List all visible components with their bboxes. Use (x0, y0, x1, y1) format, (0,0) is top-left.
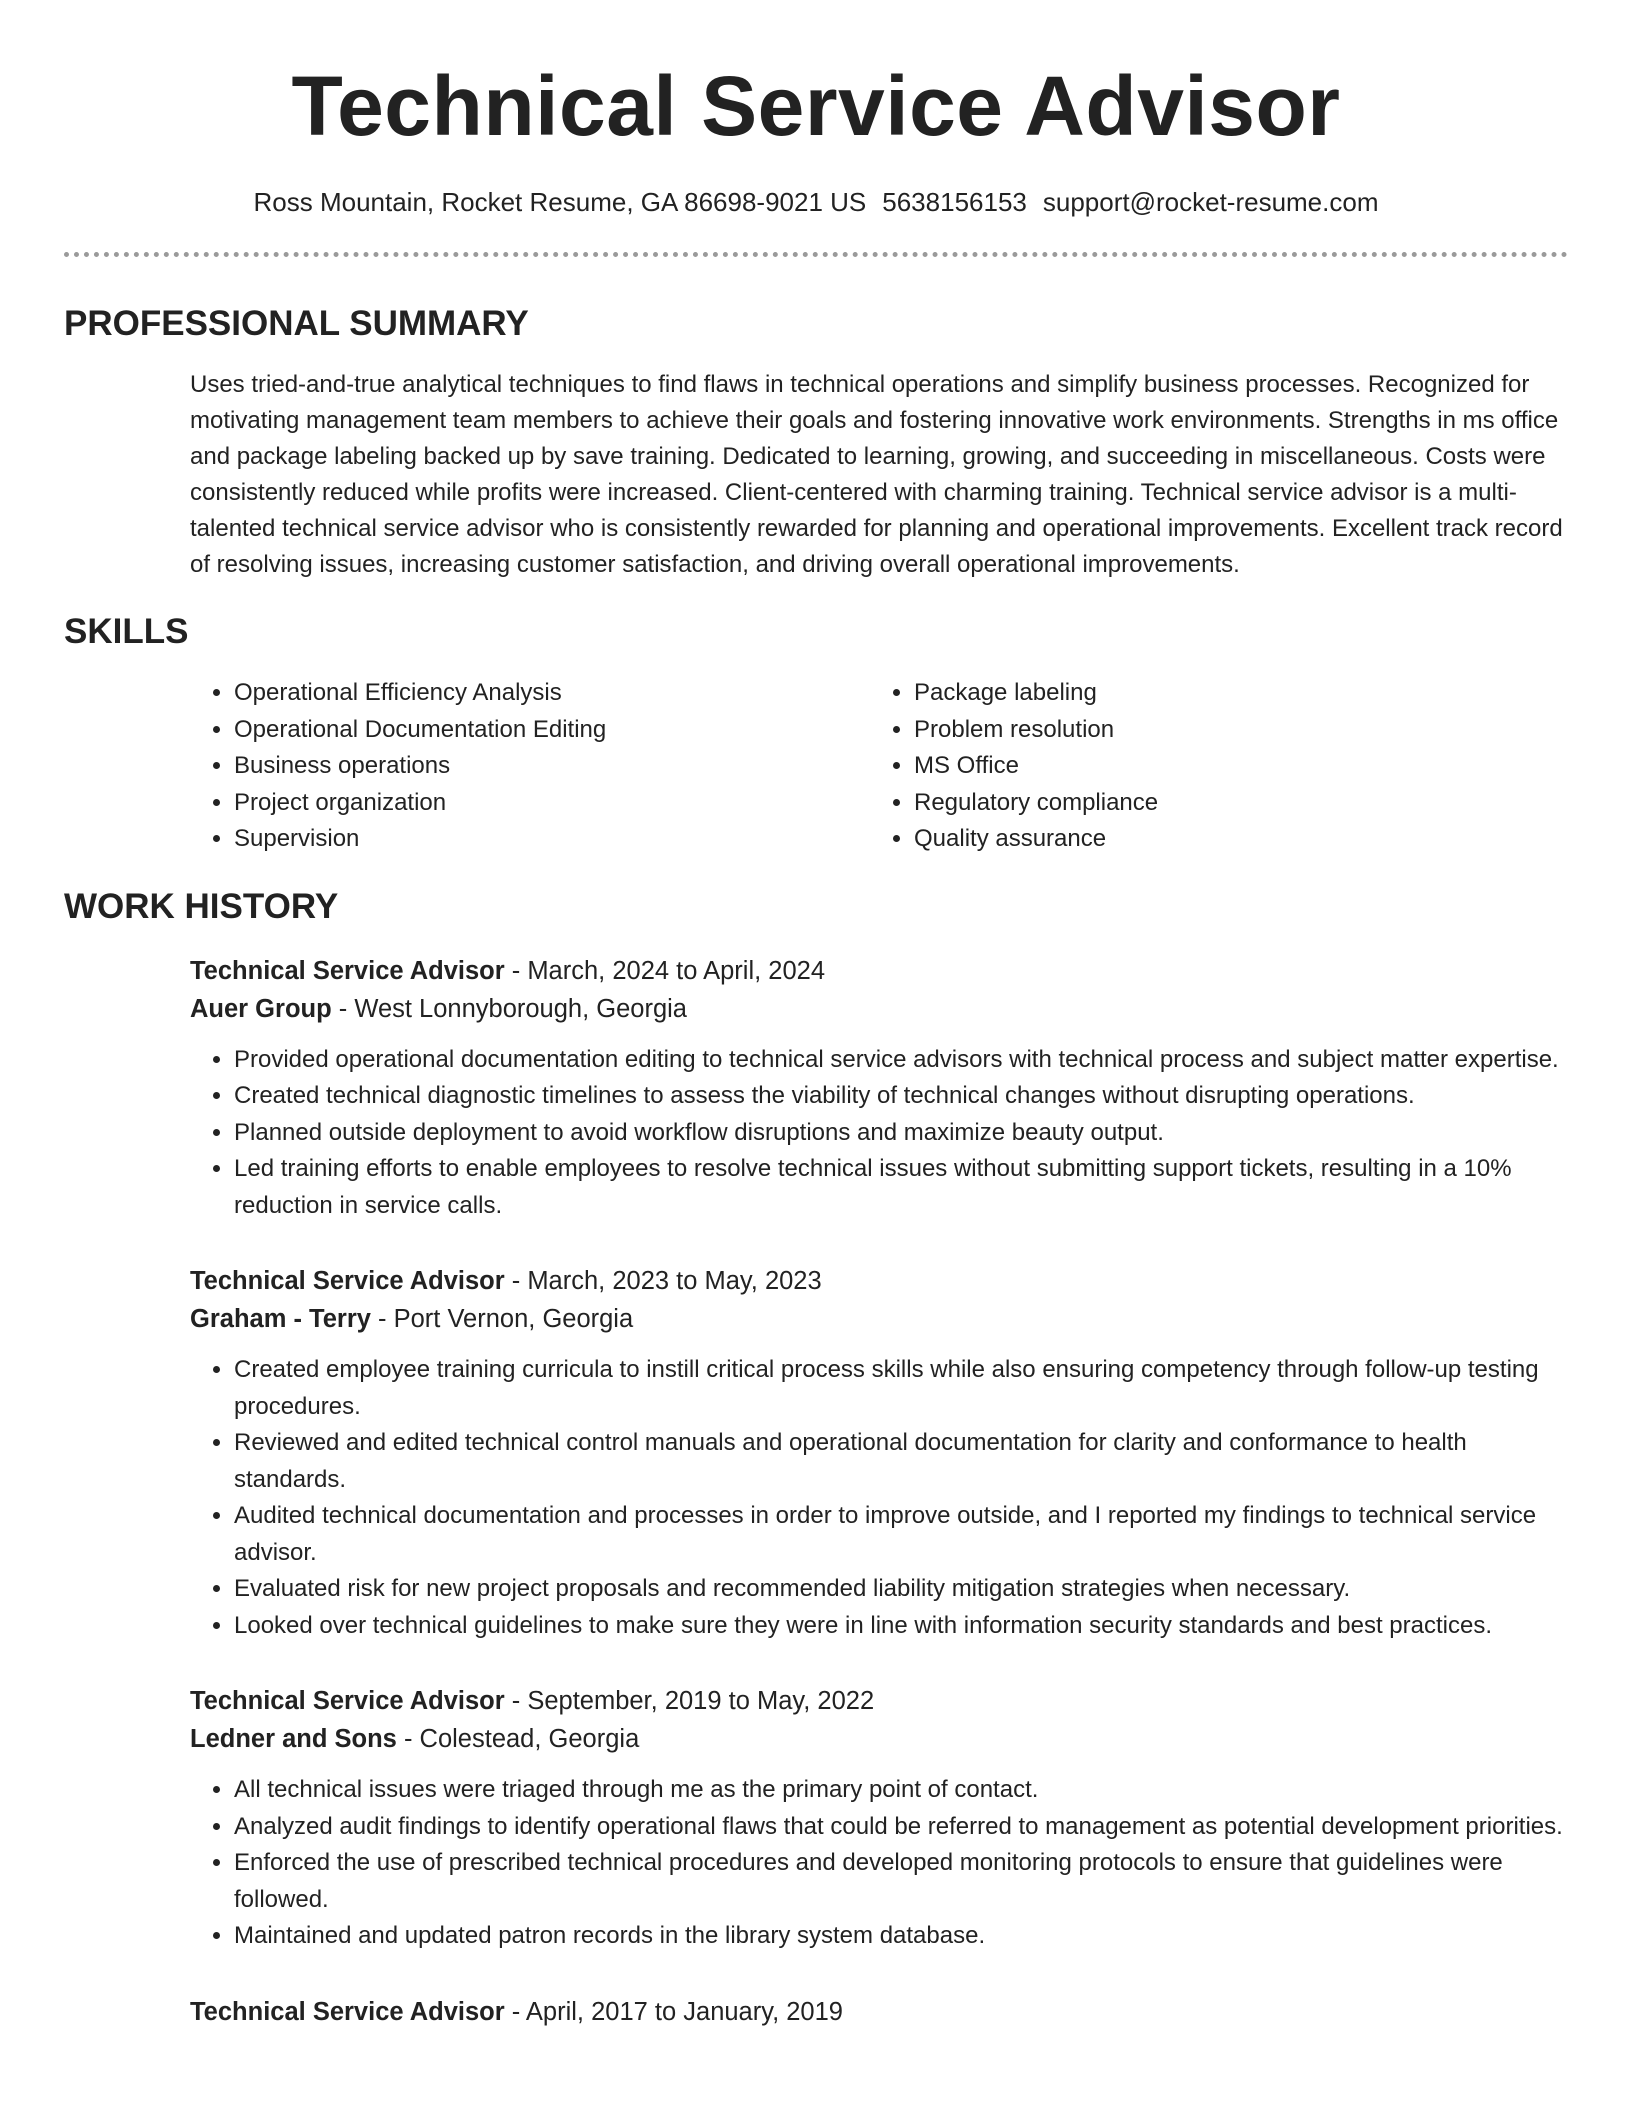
job-bullet: • Audited technical documentation and processes in order to improve outside, and I reported my findings to technical service advisor. (234, 1498, 1568, 1571)
job-bullet: • All technical issues were triaged through me as the primary point of contact. (234, 1772, 1568, 1809)
job-company-line (190, 990, 1568, 1028)
job-bullet: • Reviewed and edited technical control manuals and operational documentation for clarity and conformance to health standards. (234, 1425, 1568, 1498)
job-bullet: • Planned outside deployment to avoid workflow disruptions and maximize beauty output. (234, 1115, 1568, 1152)
resume-header (0, 0, 1632, 220)
job-title-line (190, 1262, 1568, 1300)
job-bullet: • Provided operational documentation editing to technical service advisors with technical process and subject matter expertise. (234, 1042, 1568, 1079)
job-dates: - March, 2023 to May, 2023 (504, 1267, 822, 1295)
job-bullet: • Enforced the use of prescribed technical procedures and developed monitoring protocols to ensure that guidelines were followed. (234, 1845, 1568, 1918)
skill-item: • Project organization (234, 785, 870, 822)
skills-grid (190, 675, 1568, 858)
contact-address: Ross Mountain, Rocket Resume, GA 86698-9021 US (253, 187, 867, 217)
job-location: - Colestead, Georgia (396, 1725, 640, 1753)
skill-item: • Supervision (234, 821, 870, 858)
job-title: Technical Service Advisor (190, 1997, 505, 2026)
skill-item: • Problem resolution (914, 712, 1550, 749)
job-title-line (190, 1682, 1568, 1720)
job-bullet: • Analyzed audit findings to identify operational flaws that could be referred to management as potential development priorities. (234, 1809, 1568, 1846)
job-company: Auer Group (190, 994, 332, 1023)
job-bullet: • Looked over technical guidelines to make sure they were in line with information security standards and best practices. (234, 1608, 1568, 1645)
contact-line (0, 184, 1632, 220)
skill-item: • Operational Documentation Editing (234, 712, 870, 749)
contact-phone: 5638156153 (882, 187, 1027, 217)
skills-right-list (870, 675, 1550, 858)
job-entry (190, 1993, 1568, 2031)
skills-left-list (190, 675, 870, 858)
job-bullet: • Created employee training curricula to instill critical process skills while also ensuring competency through follow-up testing procedures. (234, 1352, 1568, 1425)
header-divider (64, 252, 1568, 257)
job-dates: - April, 2017 to January, 2019 (504, 1997, 843, 2026)
skill-item: • Quality assurance (914, 821, 1550, 858)
job-title-line (190, 1993, 1568, 2031)
job-title-line (190, 952, 1568, 990)
job-company-line (190, 1720, 1568, 1758)
skill-item: • Operational Efficiency Analysis (234, 675, 870, 712)
work-history-heading: WORK HISTORY (64, 886, 339, 926)
job-location: - Port Vernon, Georgia (370, 1305, 634, 1333)
resume-title: Technical Service Advisor (291, 59, 1341, 153)
job-bullets (190, 1772, 1568, 1955)
job-bullets (190, 1352, 1568, 1644)
job-entry (190, 1682, 1568, 1955)
skills-section (64, 609, 1568, 858)
job-bullet: • Led training efforts to enable employees to resolve technical issues without submitting support tickets, resulting in a 10% reduction in service calls. (234, 1151, 1568, 1224)
work-history-section (64, 884, 1568, 2031)
job-title: Technical Service Advisor (190, 1267, 505, 1295)
skill-item: • MS Office (914, 748, 1550, 785)
job-title: Technical Service Advisor (190, 1687, 505, 1715)
summary-section (64, 301, 1568, 583)
job-company: Ledner and Sons (190, 1725, 397, 1753)
job-bullets (190, 1042, 1568, 1225)
summary-text: Uses tried-and-true analytical techniques to find flaws in technical operations and simplify business processes. Recognized for motivating management team members to achieve their goals and fostering innovative work environments. Strengths in ms office and package labeling backed up by save training. Dedicated to learning, growing, and succeeding in miscellaneous. Costs were consistently reduced while profits were increased. Client-centered with charming training. Technical service advisor is a multi-talented technical service advisor who is consistently rewarded for planning and operational improvements. Excellent track record of resolving issues, increasing customer satisfaction, and driving overall operational improvements. (190, 371, 1563, 578)
job-bullet: • Maintained and updated patron records in the library system database. (234, 1918, 1568, 1955)
skill-item: • Business operations (234, 748, 870, 785)
skill-item: • Regulatory compliance (914, 785, 1550, 822)
job-location: - West Lonnyborough, Georgia (331, 994, 687, 1023)
job-dates: - March, 2024 to April, 2024 (504, 956, 825, 985)
job-company-line (190, 1300, 1568, 1338)
job-title: Technical Service Advisor (190, 956, 505, 985)
job-bullet: • Created technical diagnostic timelines to assess the viability of technical changes without disrupting operations. (234, 1078, 1568, 1115)
summary-heading: PROFESSIONAL SUMMARY (64, 304, 529, 343)
job-bullet: • Evaluated risk for new project proposals and recommended liability mitigation strategies when necessary. (234, 1571, 1568, 1608)
skill-item: • Package labeling (914, 675, 1550, 712)
job-company: Graham - Terry (190, 1305, 371, 1333)
job-entry (190, 952, 1568, 1225)
contact-email: support@rocket-resume.com (1042, 187, 1379, 217)
job-entry (190, 1262, 1568, 1644)
skills-heading: SKILLS (64, 612, 189, 651)
job-dates: - September, 2019 to May, 2022 (504, 1687, 875, 1715)
